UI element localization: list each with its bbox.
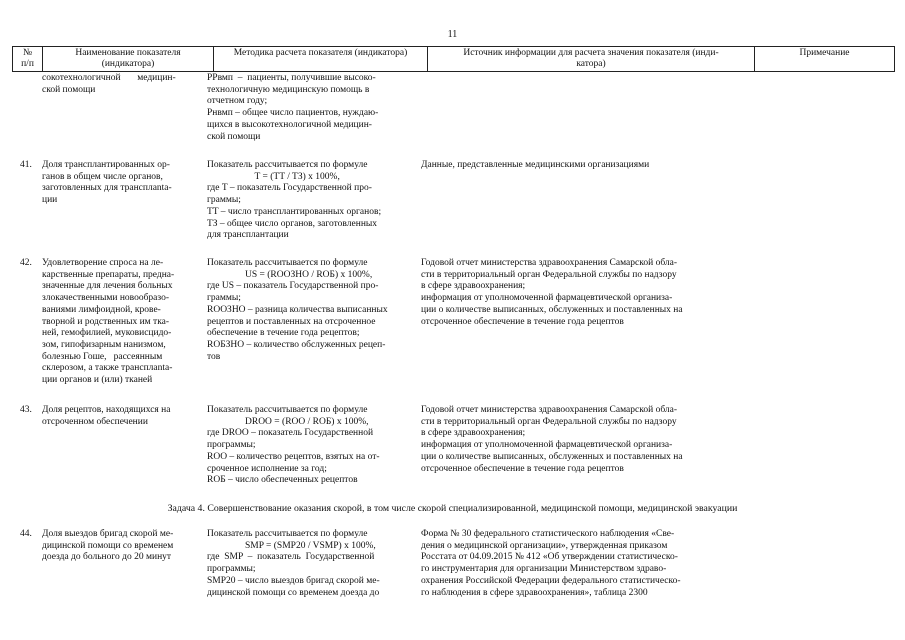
page-number: 11 — [447, 29, 458, 40]
row-41-source: Данные, представленные медицинскими организациями — [421, 160, 650, 170]
header-num: № п/п — [12, 47, 42, 71]
row-42-num: 42. — [20, 258, 32, 268]
row-44-name: Доля выездов бригад скорой ме- дицинской помощи со временем доезда до больного до 20 минут — [42, 529, 174, 563]
row-44-source: Форма № 30 федерального статистического наблюдения «Све- дения о медицинской организации», утвержденная приказом Росстата от 04.09.2015 № 412 «Об утверждении статистическо- го инструментария для организации Министерством здраво- охранения Российской Федерации федерального статистическо- го наблюдения в сфере здравоохранения», таблица 2300 — [421, 529, 681, 598]
header-source: Источник информации для расчета значения показателя (инди- катора) — [427, 47, 754, 71]
header-name: Наименование показателя (индикатора) — [42, 47, 213, 71]
header-note: Примечание — [754, 47, 895, 71]
row-43-name: Доля рецептов, находящихся на отсроченном обеспечении — [42, 405, 171, 427]
row-41-num: 41. — [20, 160, 32, 170]
row-43-source: Годовой отчет министерства здравоохранения Самарской обла- сти в территориальный орган Федеральной службы по надзору в сфере здравоохранения; информация от уполномоченной фармацевтической организа- ции о количестве выписанных, обслуженных и поставленных на отсроченное обеспечение в течение года рецептов — [421, 405, 683, 474]
row-41-method: Показатель рассчитывается по формуле T = (TT / TЗ) x 100%, где T – показатель Государственной про- граммы; TT – число трансплантированных органов; TЗ – общее число органов, заготовленных для трансплантации — [207, 160, 382, 241]
row-41-name: Доля трансплантированных ор- ганов в общем числе органов, заготовленных для трансплanta- ции — [42, 160, 172, 206]
row-42-method: Показатель рассчитывается по формуле US = (RООЗНО / RОБ) x 100%, где US – показатель Государственной про- граммы; RООЗНО – разница количества выписанных рецептов и поставленных на отсроченное обеспечение в течение года рецептов; RОБЗНО – количество обслуженных рецеп- тов — [207, 258, 388, 362]
row-0-method: PPвмп – пациенты, получившие высоко- технологичную медицинскую помощь в отчетном году; Pнвмп – общее число пациентов, нуждаю- щихся в высокотехнологичной медицин- ской помощи — [207, 73, 379, 142]
task-heading: Задача 4. Совершенствование оказания скорой, в том числе скорой специализированной, медицинской помощи, медицинской эвакуации — [167, 503, 738, 514]
header-method: Методика расчета показателя (индикатора) — [213, 47, 427, 71]
row-0-name: сокотехнологичной медицин- ской помощи — [42, 73, 176, 95]
row-43-method: Показатель рассчитывается по формуле DRОО = (RОО / RОБ) x 100%, где DRОО – показатель Государственной программы; RОО – количество рецептов, взятых на от- сроченное исполнение за год; RОБ – число обеспеченных рецептов — [207, 405, 380, 486]
row-42-source: Годовой отчет министерства здравоохранения Самарской обла- сти в территориальный орган Федеральной службы по надзору в сфере здравоохранения; информация от уполномоченной фармацевтической организа- ции о количестве выписанных, обслуженных и поставленных на отсроченное обеспечение в течение года рецептов — [421, 258, 683, 327]
row-42-name: Удовлетворение спроса на ле- карственные препараты, предна- значенные для лечения больных злокачественными новообразо- ваниями лимфоидной, крове- творной и родственных им тка- ней, гемофилией, муковисцидо- зом, гипофизарным нанизмом, болезнью Гоше, рассеянным склерозом, а также трансплanta- ции органов и (или) тканей — [42, 258, 175, 386]
table-header — [12, 46, 895, 72]
row-43-num: 43. — [20, 405, 32, 415]
row-44-num: 44. — [20, 529, 32, 539]
row-44-method: Показатель рассчитывается по формуле SMP = (SMP20 / VSMP) x 100%, где SMP – показатель Государственной программы; SMP20 – число выездов бригад скорой ме- дицинской помощи со временем доезда до — [207, 529, 380, 598]
